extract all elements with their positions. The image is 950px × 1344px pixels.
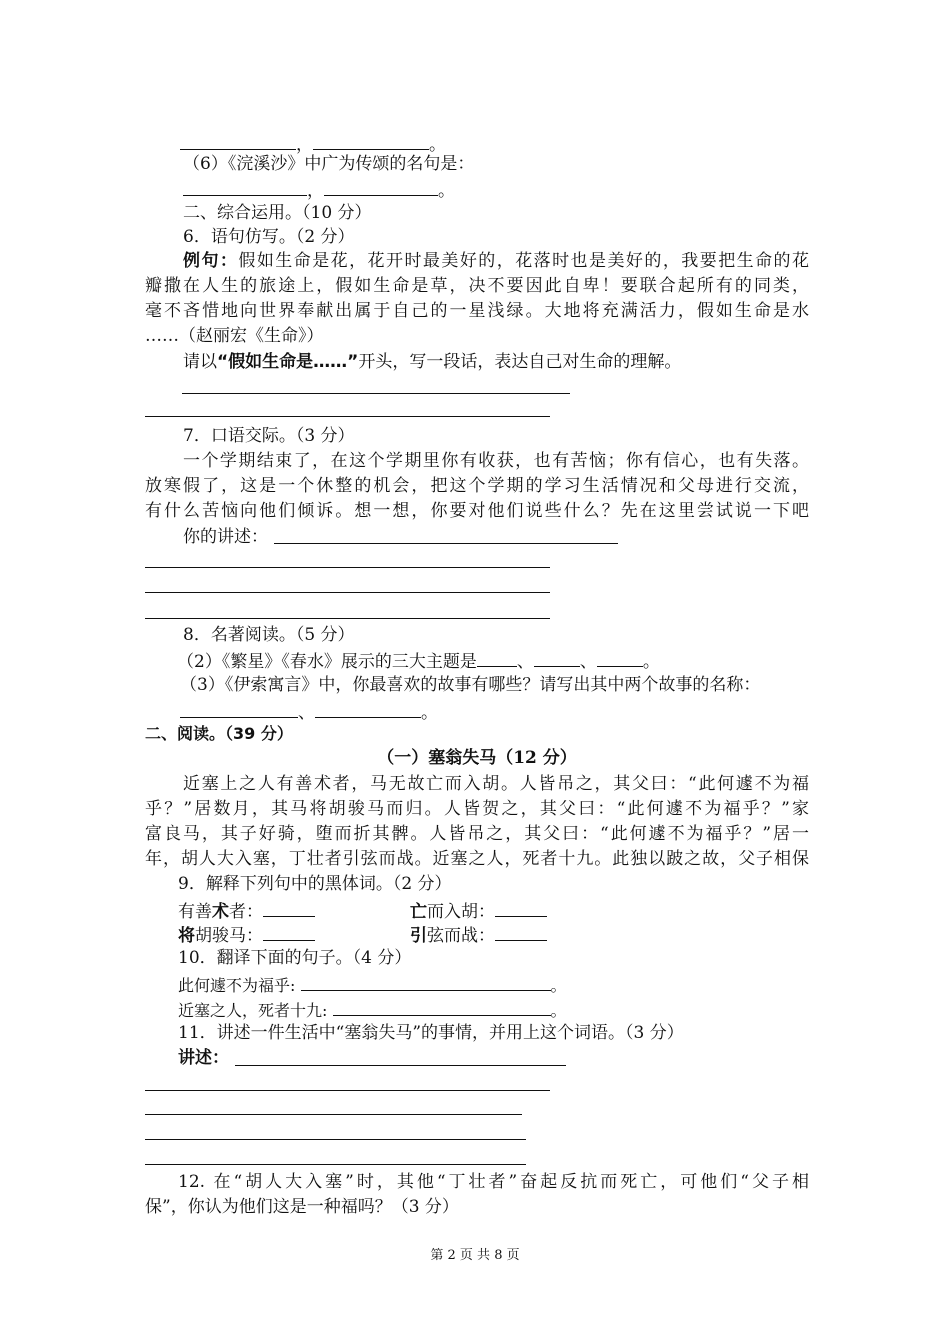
q5-blanks-line: ， 。 [180,131,446,157]
answer-blank[interactable] [477,648,517,667]
page-footer: 第 2 页 共 8 页 [430,1248,520,1263]
q5-item-6: （6）《浣溪沙》中广为传颂的名句是： [183,154,475,174]
answer-line[interactable] [145,592,550,593]
q6-example-line-3: 毫不吝惜地向世界奉献出属于自己的一星浅绿。大地将充满活力，假如生命是水 [145,301,809,321]
answer-blank[interactable] [333,997,551,1016]
q8-heading: 8．名著阅读。（5 分） [183,625,355,645]
q12-line-1: 12. 在“胡人大入塞”时，其他“丁壮者”奋起反抗而死亡，可他们“父子相 [178,1172,809,1192]
q7-line-1: 一个学期结束了，在这个学期里你有收获，也有苦恼；你有信心，也有失落。 [183,451,809,471]
q6-example-line-2: 瓣撒在人生的旅途上，假如生命是草，决不要因此自卑！要联合起所有的同类， [145,276,809,296]
answer-blank[interactable] [183,177,307,196]
q10-sentence-1: 此何遽不为福乎: 。 [178,972,567,998]
answer-line[interactable] [145,567,550,568]
answer-blank[interactable] [324,177,438,196]
answer-line[interactable] [145,1164,526,1165]
passage-title: （一）塞翁失马（12 分） [377,748,577,768]
q10-heading: 10．翻译下面的句子。（4 分） [178,948,412,968]
q9-item-3: 将胡骏马： [178,922,315,948]
q7-heading: 7．口语交际。（3 分） [183,426,355,446]
q6-prompt: 请以“假如生命是……”开头，写一段话，表达自己对生命的理解。 [183,352,682,372]
answer-line[interactable] [145,1090,550,1091]
answer-blank[interactable] [597,648,643,667]
q6-example-line-1: 例句：假如生命是花，花开时最美好的，花落时也是美好的，我要把生命的花 [183,251,810,271]
answer-blank[interactable] [315,699,421,718]
answer-line[interactable] [145,1139,526,1140]
q9-item-4: 引弦而战： [410,922,547,948]
section-composite-heading: 二、综合运用。（10 分） [183,203,372,223]
q9-item-2: 亡而入胡： [410,898,547,924]
q12-line-2: 保”，你认为他们这是一种福吗？（3 分） [145,1197,459,1217]
q7-line-2: 放寒假了，这是一个休整的机会，把这个学期的学习生活情况和父母进行交流， [145,476,809,496]
answer-blank[interactable] [534,648,580,667]
answer-line[interactable] [182,393,570,394]
answer-line[interactable] [145,618,550,619]
q6-heading: 6．语句仿写。（2 分） [183,227,355,247]
answer-blank[interactable] [313,131,429,150]
section-reading-heading: 二、阅读。（39 分） [145,724,293,743]
passage-line-3: 富良马，其子好骑，堕而折其髀。人皆吊之，其父曰：“此何遽不为福乎？”居一 [145,824,809,844]
passage-line-2: 乎？”居数月，其马将胡骏马而归。人皆贺之，其父曰：“此何遽不为福乎？”家 [145,799,809,819]
passage-line-4: 年，胡人大入塞，丁壮者引弦而战。近塞之人，死者十九。此独以跛之故，父子相保 [145,849,809,869]
answer-line[interactable] [145,1114,522,1115]
q5-item6-blanks: ， 。 [183,177,455,203]
q11-heading: 11．讲述一件生活中“塞翁失马”的事情，并用上这个词语。（3 分） [178,1023,684,1043]
answer-blank[interactable] [180,131,296,150]
answer-line[interactable] [145,416,550,417]
passage-line-1: 近塞上之人有善术者，马无故亡而入胡。人皆吊之，其父曰：“此何遽不为福 [183,774,809,794]
q11-answer-label: 讲述： [178,1048,229,1068]
answer-blank[interactable] [263,898,315,917]
q9-item-1: 有善术者： [178,898,315,924]
answer-line[interactable] [274,543,618,544]
answer-blank[interactable] [495,898,547,917]
answer-blank[interactable] [495,922,547,941]
q6-example-line-4: ……（赵丽宏《生命》） [145,326,324,346]
q8-item3-blanks: 、 。 [180,699,438,725]
answer-blank[interactable] [301,972,551,991]
answer-line[interactable] [235,1065,566,1066]
q9-heading: 9．解释下列句中的黑体词。（2 分） [178,874,452,894]
q8-item-3: （3）《伊索寓言》中，你最喜欢的故事有哪些？请写出其中两个故事的名称： [180,675,761,695]
q8-item-2: （2）《繁星》《春水》展示的三大主题是 、 、 。 [177,648,660,674]
q7-answer-label: 你的讲述： [183,527,268,547]
q10-sentence-2: 近塞之人，死者十九: 。 [178,997,567,1023]
answer-blank[interactable] [180,699,298,718]
q7-line-3: 有什么苦恼向他们倾诉。想一想，你要对他们说些什么？先在这里尝试说一下吧 [145,501,809,521]
answer-blank[interactable] [263,922,315,941]
